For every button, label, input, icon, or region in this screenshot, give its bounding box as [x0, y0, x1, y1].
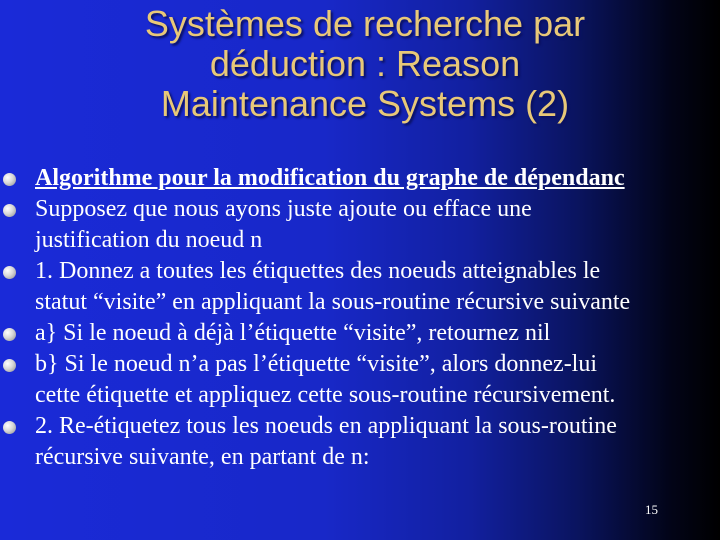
bullet-item	[0, 318, 720, 349]
bullet-dot-icon	[3, 328, 16, 341]
bullet-text: b} Si le noeud n’a pas l’étiquette “visite”, alors donnez-lui	[35, 351, 598, 377]
bullet-text: 1. Donnez a toutes les étiquettes des noeuds atteignables le	[35, 258, 601, 284]
bullet-list	[0, 163, 720, 473]
bullet-text: Supposez que nous ayons juste ajoute ou efface une	[35, 196, 532, 222]
title-line-3: Maintenance Systems (2)	[160, 83, 570, 124]
bullet-dot-icon	[3, 421, 16, 434]
title-line-1: Systèmes de recherche par	[144, 3, 586, 44]
bullet-item	[0, 349, 720, 411]
slide-title	[0, 4, 720, 124]
bullet-text: Algorithme pour la modification du graphe de dépendanc	[35, 165, 625, 191]
bullet-item	[0, 194, 720, 256]
bullet-item	[0, 256, 720, 318]
page-number: 15	[645, 502, 658, 517]
bullet-text: a} Si le noeud à déjà l’étiquette “visite”, retournez nil	[35, 320, 551, 346]
bullet-dot-icon	[3, 266, 16, 279]
bullet-dot-icon	[3, 204, 16, 217]
bullet-item	[0, 411, 720, 473]
bullet-dot-icon	[3, 173, 16, 186]
bullet-text: 2. Re-étiquetez tous les noeuds en appliquant la sous-routine	[35, 413, 617, 439]
bullet-text: justification du noeud n	[35, 227, 263, 253]
bullet-item	[0, 163, 720, 194]
bullet-text: cette étiquette et appliquez cette sous-routine récursivement.	[35, 382, 616, 408]
bullet-text: récursive suivante, en partant de n:	[35, 444, 370, 470]
bullet-dot-icon	[3, 359, 16, 372]
bullet-text: statut “visite” en appliquant la sous-routine récursive suivante	[35, 289, 631, 315]
title-line-2: déduction : Reason	[209, 43, 521, 84]
